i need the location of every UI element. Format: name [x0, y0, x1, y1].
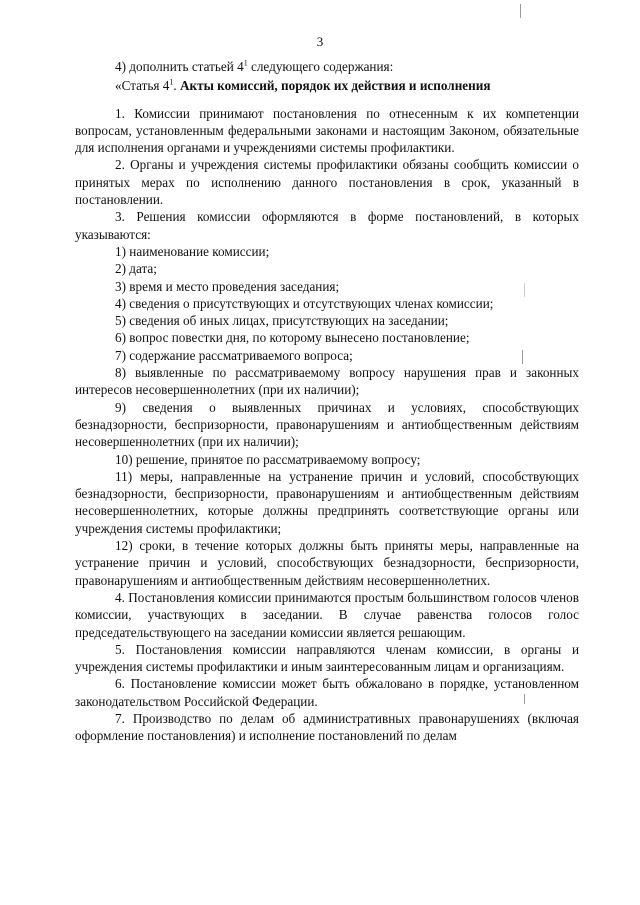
scan-artifact [522, 350, 523, 364]
list-item: 9) сведения о выявленных причинах и условиях, способствующих безнадзорности, беспризорности, правонарушениям и антиобщественным действиям несовершеннолетних (при их наличии); [75, 399, 579, 450]
paragraph: 2. Органы и учреждения системы профилактики обязаны сообщить комиссии о принятых мерах по исполнению данного постановления в срок, указанный в постановлении. [75, 157, 579, 208]
paragraph: 1. Комиссии принимают постановления по отнесенным к их компетенции вопросам, установленным федеральными законами и настоящим Законом, обязательные для исполнения органами и учреждениями системы профилактики. [75, 105, 579, 156]
list-item: 11) меры, направленные на устранение причин и условий, способствующих безнадзорности, беспризорности, правонарушениям и антиобщественным действиям несовершеннолетних, которые должны предпринять соответствующие органы или учреждения системы профилактики; [75, 468, 579, 536]
list-item: 6) вопрос повестки дня, по которому вынесено постановление; [115, 330, 470, 346]
scan-artifact [524, 694, 525, 704]
list-item: 1) наименование комиссии; [115, 243, 270, 259]
paragraph: 3. Решения комиссии оформляются в форме постановлений, в которых указываются: [75, 209, 579, 242]
list-item: 4) сведения о присутствующих и отсутствующих членах комиссии; [115, 295, 494, 311]
page-number: 3 [316, 34, 324, 49]
list-item: 2) дата; [115, 261, 157, 277]
scan-artifact [520, 4, 521, 18]
list-item: 10) решение, принятое по рассматриваемому вопросу; [115, 451, 421, 467]
paragraph: 5. Постановления комиссии направляются членам комиссии, в органы и учреждения системы профилактики и иным заинтересованным лицам и организациям. [75, 641, 579, 675]
list-item: 7) содержание рассматриваемого вопроса; [115, 347, 353, 363]
list-item: 8) выявленные по рассматриваемому вопросу нарушения прав и законных интересов несовершеннолетних (при их наличии); [75, 365, 579, 398]
list-item: 12) сроки, в течение которых должны быть приняты меры, направленные на устранение причин и условий, способствующих безнадзорности, беспризорности, правонарушениям и антиобщественным действиям несовершеннолетних. [75, 538, 579, 588]
heading-dot: . [173, 78, 180, 94]
list-item: 3) время и место проведения заседания; [115, 278, 340, 294]
heading-superscript: 1 [169, 77, 174, 87]
intro-text-after: следующего содержания: [247, 59, 394, 74]
document-body [75, 58, 579, 745]
paragraph: 6. Постановление комиссии может быть обжаловано в порядке, установленном законодательством Российской Федерации. [75, 676, 579, 709]
list-item: 5) сведения об иных лицах, присутствующих на заседании; [115, 313, 449, 329]
amendment-intro-line [75, 58, 579, 75]
heading-prefix: «Статья 4 [115, 78, 170, 94]
intro-superscript: 1 [243, 58, 248, 68]
scan-artifact [524, 283, 525, 297]
heading-title: Акты комиссий, порядок их действия и исполнения [179, 78, 491, 94]
paragraph: 7. Производство по делам об административных правонарушениях (включая оформление постановления) и исполнение постановлений по делам [75, 710, 579, 744]
intro-text-before: 4) дополнить статьей 4 [115, 59, 244, 74]
paragraph: 4. Постановления комиссии принимаются простым большинством голосов членов комиссии, участвующих в заседании. В случае равенства голосов голос председательствующего на заседании комиссии является решающим. [75, 589, 579, 640]
article-heading [75, 77, 579, 94]
